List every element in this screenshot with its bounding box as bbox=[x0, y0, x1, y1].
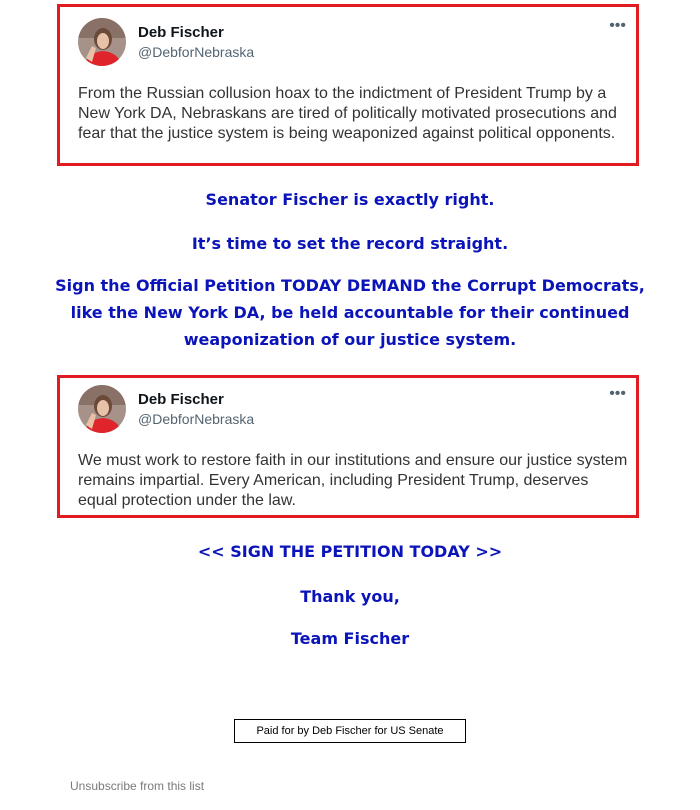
unsubscribe-link[interactable]: Unsubscribe from this list bbox=[70, 779, 205, 793]
author-name[interactable]: Deb Fischer bbox=[138, 24, 224, 41]
closing-thanks: Thank you, bbox=[300, 587, 400, 606]
tweet-text: We must work to restore faith in our institutions and ensure our justice system remains impartial. Every American, including President Trump, deserves equal protection under the law. bbox=[78, 452, 628, 509]
more-options-icon[interactable]: ••• bbox=[609, 385, 626, 402]
signature: Team Fischer bbox=[290, 629, 410, 648]
avatar bbox=[78, 385, 126, 433]
message-line: It’s time to set the record straight. bbox=[191, 234, 509, 253]
message-line: Senator Fischer is exactly right. bbox=[205, 190, 495, 209]
author-handle[interactable]: @DebforNebraska bbox=[138, 411, 255, 427]
sign-petition-link[interactable]: << SIGN THE PETITION TODAY >> bbox=[197, 542, 503, 561]
paid-for-disclaimer: Paid for by Deb Fischer for US Senate bbox=[234, 719, 466, 743]
tweet-card bbox=[57, 4, 639, 166]
tweet-text: From the Russian collusion hoax to the indictment of President Trump by a New York DA, Nebraskans are tired of politically motivated prosecutions and fear that the justice system is being weaponized against political opponents. bbox=[78, 85, 617, 142]
author-name[interactable]: Deb Fischer bbox=[138, 391, 224, 408]
author-handle[interactable]: @DebforNebraska bbox=[138, 44, 255, 60]
message-paragraph: Sign the Official Petition TODAY DEMAND the Corrupt Democrats, like the New York DA, be held accountable for their continued weaponization of our justice system. bbox=[55, 276, 645, 349]
avatar bbox=[78, 18, 126, 66]
tweet-card bbox=[57, 375, 639, 518]
more-options-icon[interactable]: ••• bbox=[609, 17, 626, 34]
